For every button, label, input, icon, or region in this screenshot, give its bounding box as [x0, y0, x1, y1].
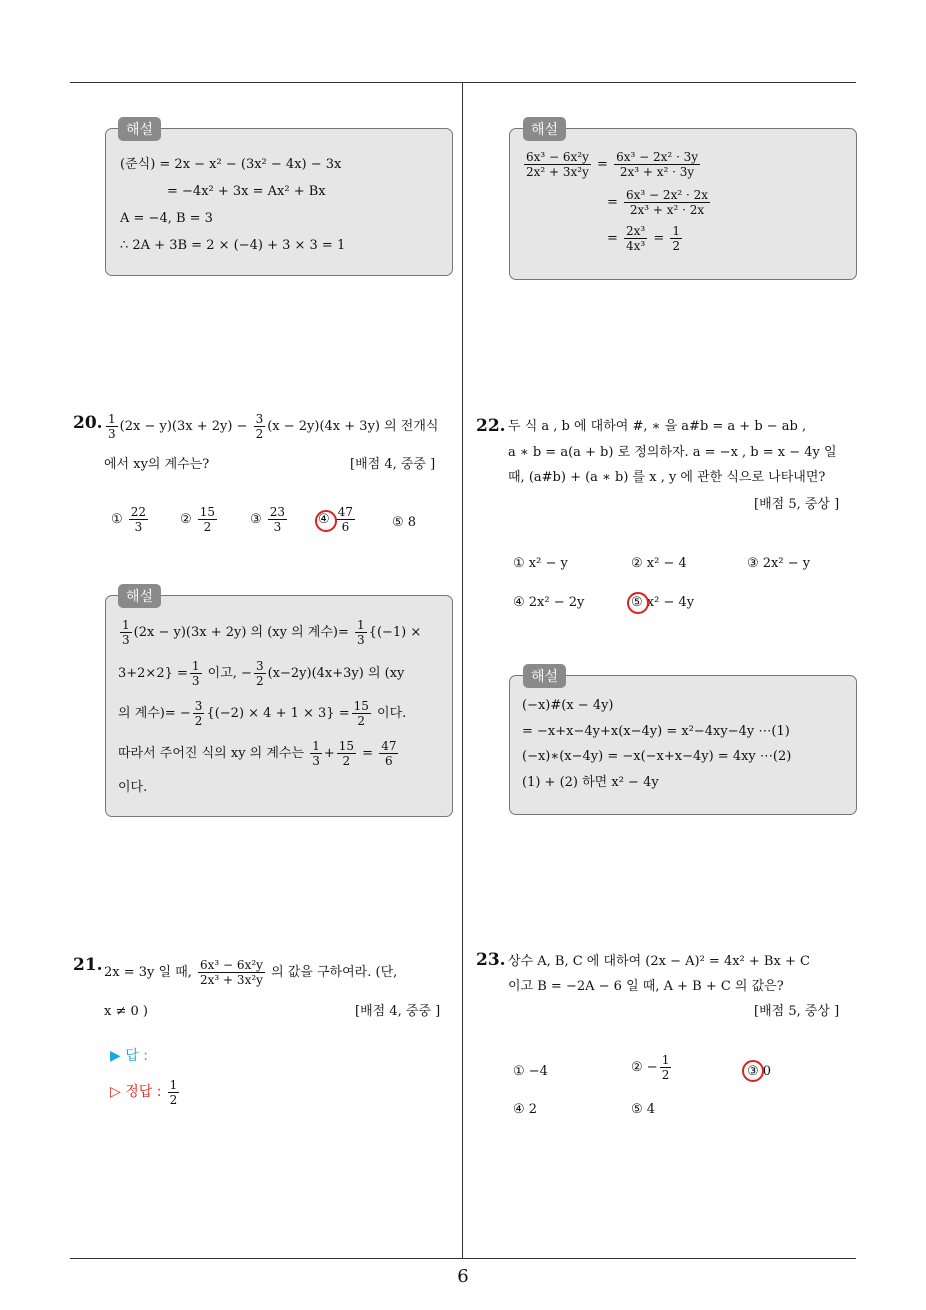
q21-points: [배점 4, 중중 ]: [355, 1004, 441, 1019]
q22-stem: 두 식 a , b 에 대하여 #, ∗ 을 a#b = a + b − ab ,: [508, 419, 807, 434]
q19-solution-tag: 해설: [118, 117, 161, 141]
q22-choice[interactable]: ① x² − y: [513, 556, 568, 571]
q19-sol-line: A = −4, B = 3: [120, 211, 213, 226]
q22-solution-tag: 해설: [523, 664, 566, 688]
q20-choice[interactable]: ① $\frac{22}{3}$: [111, 505, 147, 534]
q22-sol-line: (1) + (2) 하면 x² − 4y: [522, 775, 659, 790]
q22-choice[interactable]: ② x² − 4: [631, 556, 687, 571]
q20-stem-2: 에서 xy의 계수는?: [104, 457, 210, 472]
q21-correct-answer: ▷ 정답 : $\frac{1}{2}$: [110, 1078, 178, 1107]
q22-choice[interactable]: ③ 2x² − y: [747, 556, 811, 571]
q21-stem-2: x ≠ 0 ): [104, 1004, 148, 1019]
q23-choice[interactable]: ② − $\frac{1}{2}$: [631, 1053, 670, 1082]
q23-choice[interactable]: ① −4: [513, 1064, 548, 1079]
q22-sol-line: (−x)#(x − 4y): [522, 698, 614, 713]
q23-stem: 상수 A, B, C 에 대하여 (2x − A)² = 4x² + Bx + C: [508, 954, 810, 969]
q23-choice[interactable]: ⑤ 4: [631, 1102, 656, 1117]
q23-choice[interactable]: ③ 0: [747, 1064, 772, 1079]
column-divider: [462, 83, 463, 1259]
q20-sol-line: $\frac{1}{3}$ (2x − y)(3x + 2y) 의 (xy 의 계수)= $\frac{1}{3}$ {(−1) ×: [122, 618, 422, 647]
q22-choice[interactable]: ④ 2x² − 2y: [513, 595, 585, 610]
bottom-rule: [70, 1258, 856, 1259]
q21-sol-row2: = $\frac{\text{6x³ − 2x² · 2x}}{\text{2x³ + x² · 2x}}$: [607, 188, 708, 217]
q19-sol-line: ∴ 2A + 3B = 2 × (−4) + 3 × 3 = 1: [120, 238, 346, 253]
q21-stem: 2x = 3y 일 때, $\frac{\text{6x³ − 6x²y}}{\text{2x³ + 3x²y}}$ 의 값을 구하여라. (단,: [104, 958, 398, 987]
q23-answer-mark: [742, 1060, 764, 1082]
q22-points: [배점 5, 중상 ]: [754, 497, 840, 512]
q22-sol-line: = −x+x−4y+x(x−4y) = x²−4xy−4y ⋯(1): [522, 724, 790, 739]
q20-choice[interactable]: ③ $\frac{23}{3}$: [250, 505, 286, 534]
q23-points: [배점 5, 중상 ]: [754, 1004, 840, 1019]
q22-sol-line: (−x)∗(x−4y) = −x(−x+x−4y) = 4xy ⋯(2): [522, 749, 792, 764]
q23-stem: 이고 B = −2A − 6 일 때, A + B + C 의 값은?: [508, 979, 784, 994]
q19-sol-line: = −4x² + 3x = Ax² + Bx: [167, 184, 326, 199]
q20-choice[interactable]: ⑤ 8: [392, 515, 417, 530]
q20-points: [배점 4, 중중 ]: [350, 457, 436, 472]
q20-sol-line: 따라서 주어진 식의 xy 의 계수는 $\frac{1}{3}$ + $\frac{15}{2}$ = $\frac{47}{6}$: [118, 739, 397, 768]
q21-sol-row3: = $\frac{\text{2x³}}{\text{4x³}}$ = $\frac{1}{2}$: [607, 224, 681, 253]
q23-choice[interactable]: ④ 2: [513, 1102, 538, 1117]
page-number: 6: [457, 1266, 469, 1287]
q19-sol-line: (준식) = 2x − x² − (3x² − 4x) − 3x: [120, 157, 342, 172]
q20-sol-line: 이다.: [118, 780, 148, 795]
top-rule: [70, 82, 856, 83]
q20-choice[interactable]: ② $\frac{15}{2}$: [180, 505, 216, 534]
q21-number: 21.: [73, 955, 103, 975]
q22-solution-box: [509, 675, 857, 815]
q23-number: 23.: [476, 950, 506, 970]
q22-stem: a ∗ b = a(a + b) 로 정의하자. a = −x , b = x − 4y 일: [508, 445, 837, 460]
q20-sol-line: 의 계수)= − $\frac{3}{2}$ {(−2) × 4 + 1 × 3} = $\frac{15}{2}$ 이다.: [118, 699, 407, 728]
q22-answer-mark: [627, 592, 649, 614]
q22-stem: 때, (a#b) + (a ∗ b) 를 x , y 에 관한 식으로 나타내면?: [508, 470, 826, 485]
q20-stem: $\frac{1}{3}$ (2x − y)(3x + 2y) − $\frac{3}{2}$ (x − 2y)(4x + 3y) 의 전개식: [108, 412, 439, 441]
q20-choice[interactable]: ④ $\frac{47}{6}$: [318, 505, 354, 534]
q20-answer-mark: [315, 510, 337, 532]
q21-solution-tag: 해설: [523, 117, 566, 141]
q20-sol-line: 3+2×2} = $\frac{1}{3}$ 이고, − $\frac{3}{2}$ (x−2y)(4x+3y) 의 (xy: [118, 659, 405, 688]
q20-number: 20.: [73, 413, 103, 433]
q20-solution-tag: 해설: [118, 584, 161, 608]
q22-number: 22.: [476, 416, 506, 436]
q21-answer-label: ▶ 답 :: [110, 1048, 148, 1064]
q21-sol-row1: $\frac{\text{6x³ − 6x²y}}{\text{2x² + 3x²y}}$ = $\frac{\text{6x³ − 2x² · 3y}}{\text{2x³ + x² · 3y}}$: [526, 150, 699, 179]
q22-choice[interactable]: ⑤ x² − 4y: [631, 595, 695, 610]
